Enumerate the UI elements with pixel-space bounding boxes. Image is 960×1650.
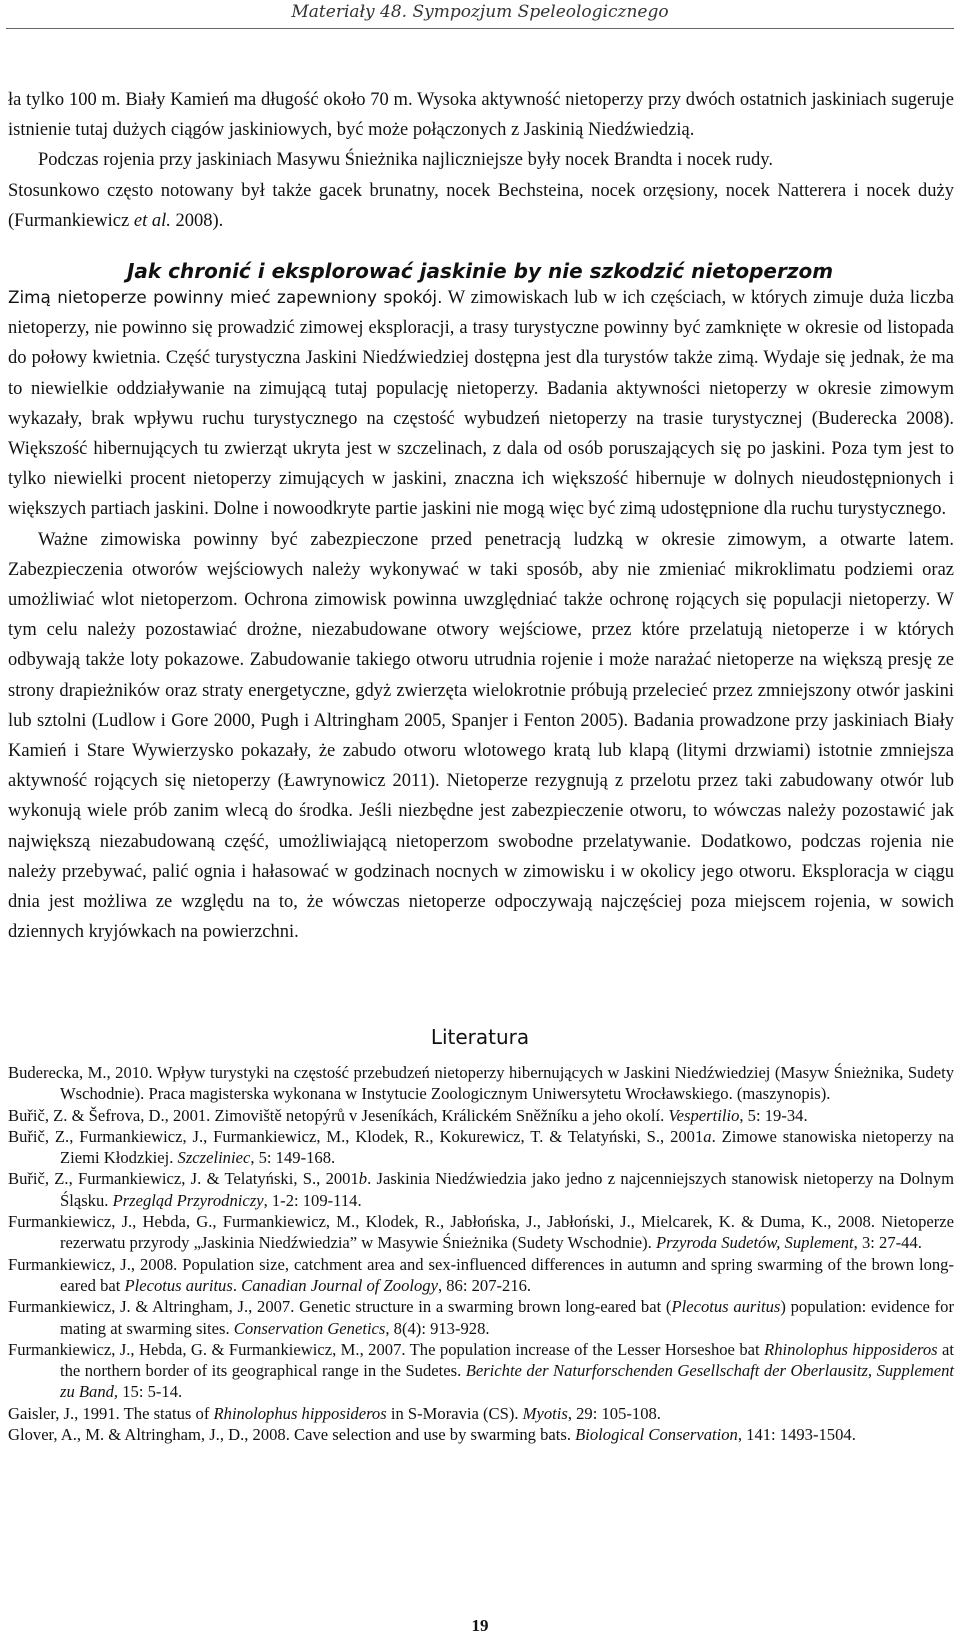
intro-paragraph-2: Podczas rojenia przy jaskiniach Masywu Śnieżnika najliczniejsze były nocek Brandta i nocek rudy. [38, 150, 773, 171]
reference-item [8, 1296, 954, 1339]
ref-italic: Biological Conservation [575, 1425, 738, 1445]
ref-text: Furmankiewicz, J., Hebda, G., Furmankiewicz, M., Klodek, R., Jabłońska, J., Jabłoński, J., Mielcarek, K. & Duma, K., 2008. Nietoperze rezerwatu przyrody „Jaskinia Niedźwiedzia” w Masywie Śnieżnika (Sudety Wschodnie). [8, 1212, 954, 1253]
section-paragraph-1 [8, 282, 954, 525]
ref-text: , 29: 105-108. [567, 1403, 661, 1423]
ref-text: Buřič, Z., Furmankiewicz, J., Furmankiewicz, M., Klodek, R., Kokurewicz, T. & Telatyński, S., 2001 [8, 1126, 704, 1146]
ref-italic: Plecotus auritus [671, 1297, 781, 1317]
ref-text: . Jaskinia Niedźwiedzia jako jedno z najcenniejszych stanowisk nietoperzy na Dolnym Śląsku. [60, 1169, 954, 1210]
section-p1-rest: W zimowiskach lub w ich częściach, w których zimuje duża liczba nietoperzy, nie powinno się prowadzić zimowej eksploracji, a trasy turystyczne powinny być zamknięte w okresie od listopada do połowy kwietnia. Część turystyczna Jaskini Niedźwiedziej dostępna jest dla turystów także zimą. Wydaje się jednak, że ma to niewielkie oddziaływanie na zimującą tutaj populację nietoperzy. Badania aktywności nietoperzy w okresie zimowym wykazały, brak wpływu ruchu turystycznego na częstość wybudzeń nietoperzy na trasie turystycznej (Buderecka 2008). Większość hibernujących tu zwierząt ukryta jest w szczelinach, z dala od osób poruszających się po jaskini. Poza tym jest to tylko niewielki procent nietoperzy zimujących w jaskini, znaczna ich większość hibernuje w dolnych nieudostępnionych i większych partiach jaskini. Dolne i nowoodkryte partie jaskini nie mogą więc być zimą udostępnione dla ruchu turystycznego. [8, 288, 954, 520]
ref-text: , 86: 207-216. [437, 1275, 532, 1295]
header-divider [6, 28, 954, 29]
ref-italic: Vespertilio [668, 1105, 740, 1125]
reference-item [8, 1424, 954, 1445]
ref-text: , 141: 1493-1504. [737, 1425, 856, 1445]
ref-text: Furmankiewicz, J., Hebda, G. & Furmankiewicz, M., 2007. The population increase of the Lesser Horseshoe bat [8, 1339, 765, 1359]
reference-item [8, 1062, 954, 1105]
reference-list [8, 1062, 954, 1445]
intro-p3-italic: et al. [133, 210, 171, 231]
ref-text: Buřič, Z., Furmankiewicz, J. & Telatyński, S., 2001 [8, 1169, 359, 1189]
page-number: 19 [471, 1616, 489, 1635]
intro-text [8, 85, 954, 236]
reference-item [8, 1126, 954, 1169]
intro-paragraph-1: ła tylko 100 m. Biały Kamień ma długość około 70 m. Wysoka aktywność nietoperzy przy dwóch ostatnich jaskiniach sugeruje istnienie tutaj dużych ciągów jaskiniowych, być może połączonych z Jaskinią Niedźwiedzią. [8, 90, 954, 141]
reference-item [8, 1403, 954, 1424]
ref-italic: Berichte der Naturforschenden Gesellschaft der Oberlausitz, Supplement zu Band, [60, 1361, 954, 1402]
ref-text: . Zimowe stanowiska nietoperzy na Ziemi Kłodzkiej. [60, 1126, 954, 1168]
ref-italic: Rhinolophus hipposideros [764, 1339, 938, 1359]
ref-text: , 8(4): 913-928. [385, 1318, 490, 1338]
intro-p3-text: Stosunkowo często notowany był także gacek brunatny, nocek Bechsteina, nocek orzęsiony, nocek Natterera i nocek duży (Furmankiewicz [8, 180, 954, 231]
section-lead: Zimą nietoperze powinny mieć zapewniony spokój. [8, 287, 443, 307]
ref-text: Buderecka, M., 2010. Wpływ turystyki na częstość przebudzeń nietoperzy hibernujących w Jaskini Niedźwiedziej (Masyw Śnieżnika, Sudety Wschodnie). Praca magisterska wykonana w Instytucie Zoologicznym Uniwersytetu Wrocławskiego. (maszynopis). [8, 1063, 954, 1104]
ref-italic: a [703, 1126, 712, 1146]
section-paragraph-2: Ważne zimowiska powinny być zabezpieczone przed penetracją ludzką w okresie zimowym, a otwarte latem. Zabezpieczenia otworów wejściowych należy wykonywać w taki sposób, aby nie zmieniać mikroklimatu podziemi oraz umożliwiać wlot nietoperzom. Ochrona zimowisk powinna uwzględniać także ochronę rojących się populacji nietoperzy. W tym celu należy pozostawiać drożne, niezabudowane otwory wejściowe, przez które przelatują nietoperze i w których odbywają także loty pokazowe. Zabudowanie takiego otworu utrudnia rojenie i może narażać nietoperze na większą presję ze strony drapieżników oraz straty energetyczne, gdyż zwierzęta wielokrotnie próbują przelecieć przez zmniejszony otwór jaskini lub sztolni (Ludlow i Gore 2000, Pugh i Altringham 2005, Spanjer i Fenton 2005). Badania prowadzone przy jaskiniach Biały Kamień i Stare Wywierzysko pokazały, że zabudo otworu wlotowego kratą lub klapą (litymi drzwiami) istotnie zmniejsza aktywność rojących się nietoperzy (Ławrynowicz 2011). Nietoperze rezygnują z przelotu przez taki zabudowany otwór lub wykonują wiele prób zanim wlecą do środka. Jeśli niezbędne jest zabezpieczenie otworu, to wówczas należy pozostawić jak największą niezabudowaną część, umożliwiającą nietoperzom swobodne przelatywanie. Dodatkowo, podczas rojenia nie należy przebywać, palić ognia i hałasować w godzinach nocnych w zimowisku i w okolicy jego otworu. Eksploracja w ciągu dnia jest możliwa ze względu na to, że wówczas nietoperze odpoczywają najczęściej poza miejscem rojenia, w sowich dziennych kryjówkach na powierzchni. [8, 529, 954, 943]
reference-item [8, 1105, 954, 1126]
ref-text: ) population: evidence for mating at swarming sites. [60, 1297, 954, 1338]
ref-text: , 1-2: 109-114. [263, 1190, 362, 1210]
ref-text: , 5: 19-34. [739, 1105, 808, 1125]
ref-text: Gaisler, J., 1991. The status of [8, 1403, 214, 1423]
ref-text: . [232, 1275, 242, 1295]
reference-item [8, 1168, 954, 1211]
ref-italic: Szczeliniec [177, 1148, 251, 1168]
section-text [8, 282, 954, 947]
ref-italic: Plecotus auritus [124, 1275, 233, 1295]
intro-paragraph-3 [8, 176, 954, 236]
ref-italic: Przyroda Sudetów, Suplement [655, 1233, 854, 1253]
reference-item [8, 1254, 954, 1297]
ref-text: Glover, A., M. & Altringham, J., D., 2008. Cave selection and use by swarming bats. [8, 1425, 576, 1445]
ref-italic: Canadian Journal of Zoology [241, 1275, 438, 1295]
ref-italic: Rhinolophus hipposideros [213, 1403, 387, 1423]
ref-italic: Przegląd Przyrodniczy [112, 1190, 264, 1210]
ref-text: 15: 5-14. [118, 1382, 183, 1402]
ref-italic: b [358, 1169, 368, 1189]
section-heading: Jak chronić i eksplorować jaskinie by nie szkodzić nietoperzom [126, 259, 834, 283]
reference-item [8, 1211, 954, 1254]
ref-text: in S-Moravia (CS). [386, 1403, 523, 1423]
ref-text: , 3: 27-44. [853, 1233, 922, 1253]
ref-italic: Conservation Genetics [233, 1318, 386, 1338]
reference-item [8, 1339, 954, 1403]
ref-italic: Myotis [522, 1403, 568, 1423]
ref-text: , 5: 149-168. [250, 1148, 336, 1168]
running-header: Materiały 48. Sympozjum Speleologicznego [291, 2, 669, 22]
ref-text: Furmankiewicz, J., 2008. Population size, catchment area and sex-influenced differences in autumn and spring swarming of the brown long-eared bat [8, 1254, 954, 1295]
ref-text: Furmankiewicz, J. & Altringham, J., 2007. Genetic structure in a swarming brown long-eared bat ( [8, 1297, 672, 1317]
ref-text: Buřič, Z. & Šefrova, D., 2001. Zimoviště netopýrů v Jeseníkách, Králickém Sněžníku a jeho okolí. [8, 1105, 669, 1125]
ref-text: at the northern border of its geographical range in the Sudetes. [60, 1339, 955, 1381]
literature-title: Literatura [430, 1025, 530, 1049]
intro-p3-end: 2008). [170, 210, 224, 231]
